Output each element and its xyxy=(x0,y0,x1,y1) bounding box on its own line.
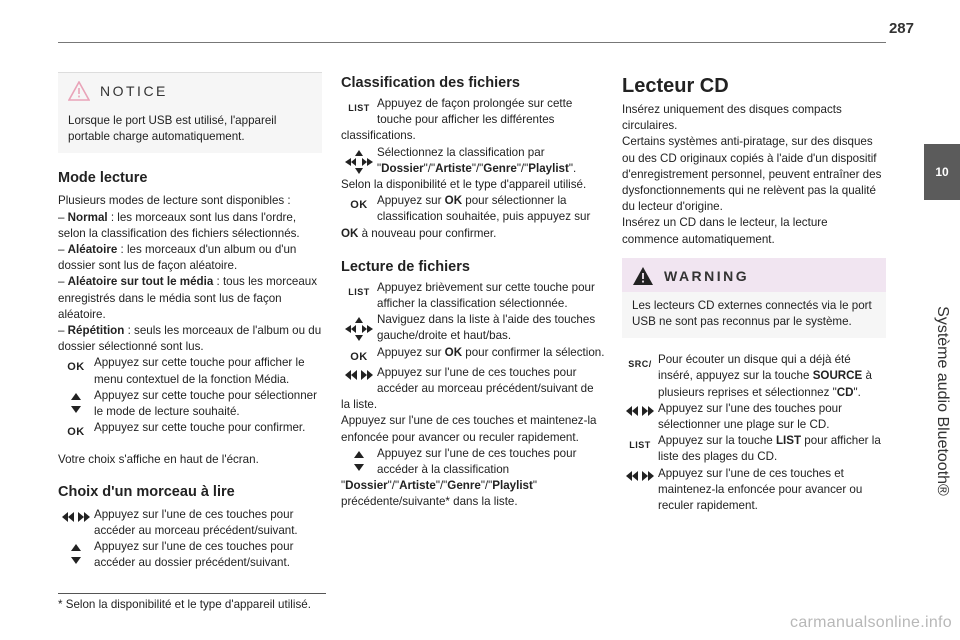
mode-desc: : seuls les morceaux de l'album ou du dossier sélectionné sont lus. xyxy=(58,324,322,354)
instruction-row xyxy=(341,312,605,344)
term-artiste: Artiste xyxy=(399,479,436,493)
text-part: ". xyxy=(853,385,861,399)
mode-term: Aléatoire xyxy=(67,243,118,257)
text-part: "/" xyxy=(435,479,448,493)
instruction-row xyxy=(341,96,605,128)
footnote-divider xyxy=(58,593,326,594)
instruction-text xyxy=(658,352,886,401)
mode-desc: : les morceaux d'un album ou d'un dossier sont lus de façon aléatoire. xyxy=(58,243,297,273)
text-part: "/" xyxy=(471,161,484,175)
term-genre: Genre xyxy=(447,479,481,493)
text-part: à nouveau pour confirmer. xyxy=(358,226,497,240)
mode-term: Répétition xyxy=(67,324,125,338)
mode-item: – Normal : les morceaux sont lus dans l'ordre, selon la classification des fichiers sélectionnés. xyxy=(58,210,300,240)
left-right-arrows-icon xyxy=(344,369,374,381)
text-part: pour confirmer la sélection. xyxy=(462,345,605,359)
text-part: ". xyxy=(568,161,577,175)
term-playlist: Playlist xyxy=(492,479,533,493)
term-dossier: Dossier xyxy=(345,479,388,493)
notice-box xyxy=(58,72,322,153)
instruction-text: Appuyez sur l'une de ces touches pour accéder au morceau précédent/suivant. xyxy=(94,507,298,537)
instruction-row xyxy=(622,401,886,433)
up-down-arrows-icon xyxy=(69,392,83,414)
lecture-heading: Lecture de fichiers xyxy=(341,258,470,275)
chapter-number-tab: 10 xyxy=(924,144,960,200)
list-word: LIST xyxy=(775,434,802,448)
instruction-text: Appuyez sur l'une des touches pour sélectionner une plage sur le CD. xyxy=(658,401,842,432)
ok-word: OK xyxy=(444,194,463,208)
left-right-arrows-icon xyxy=(625,405,655,417)
list-key-icon: LIST xyxy=(348,286,370,297)
instruction-text: Appuyez de façon prolongée sur cette touche pour afficher les différentes xyxy=(377,97,573,127)
instruction-text: Appuyez sur l'une de ces touches pour accéder au dossier précédent/suivant. xyxy=(94,540,294,570)
cd-para-1: Insérez uniquement des disques compacts circulaires. xyxy=(622,103,842,133)
up-down-arrows-icon xyxy=(352,450,366,472)
instruction-text: Appuyez sur cette touche pour confirmer. xyxy=(94,421,306,435)
instruction-text xyxy=(377,345,604,365)
cd-para-2: Certains systèmes anti-piratage, sur des disques ou des CD originaux copiés à l'aide d'un dispositif d'enregistrement personnel, peuvent entraîner des dysfonctionnements qui ne relèvent pas la qualité du lecteur d'origine. xyxy=(622,135,882,214)
instruction-row xyxy=(58,420,322,440)
text-part: "/" xyxy=(387,479,400,493)
text-part: "/" xyxy=(516,161,529,175)
instruction-text-cont: classifications. xyxy=(341,129,416,143)
src-label: SRC xyxy=(628,359,649,370)
notice-label: NOTICE xyxy=(100,82,168,99)
lecture-para: Appuyez sur l'une de ces touches et maintenez-la enfoncée pour avancer ou reculer rapidement. xyxy=(341,414,597,444)
text-part: Appuyez sur xyxy=(377,345,445,359)
chapter-title: Système audio Bluetooth® xyxy=(934,306,951,496)
instruction-row xyxy=(622,352,886,401)
ok-word: OK xyxy=(444,345,463,359)
instruction-row xyxy=(622,466,886,515)
text-part: pour sélectionner la classification souhaitée, puis appuyez sur xyxy=(377,194,591,224)
instruction-row xyxy=(341,446,605,478)
mode-item: – Aléatoire sur tout le média : tous les morceaux enregistrés dans le média sont lus de façon aléatoire. xyxy=(58,275,318,321)
instruction-text-cont: la liste. xyxy=(341,398,378,412)
instruction-text: Appuyez sur cette touche pour sélectionner le mode de lecture souhaité. xyxy=(94,388,317,419)
mode-term: Aléatoire sur tout le média xyxy=(67,275,214,289)
mode-lecture-intro: Plusieurs modes de lecture sont disponibles : xyxy=(58,194,291,208)
instruction-text-cont xyxy=(341,226,605,242)
instruction-text xyxy=(658,433,886,465)
ok-key-icon: OK xyxy=(67,361,85,374)
text-part: " précédente/suivante* dans la liste. xyxy=(341,479,537,509)
instruction-row xyxy=(58,388,322,420)
text-part: Appuyez sur xyxy=(377,194,445,208)
notice-header xyxy=(58,72,322,107)
instruction-text: Naviguez dans la liste à l'aide des touches gauche/droite et haut/bas. xyxy=(377,313,596,343)
mode-term: Normal xyxy=(67,210,108,224)
instruction-text: Appuyez sur l'une de ces touches pour accéder au morceau précédent/suivant de xyxy=(377,365,594,396)
choix-heading: Choix d'un morceau à lire xyxy=(58,483,235,500)
instruction-row xyxy=(58,539,322,571)
text-part: Appuyez sur la touche xyxy=(658,434,776,448)
text-part: Pour écouter un disque qui a déjà été inséré, appuyez sur la touche xyxy=(658,353,851,383)
mode-lecture-outro: Votre choix s'affiche en haut de l'écran. xyxy=(58,453,259,467)
mode-desc: : les morceaux sont lus dans l'ordre, selon la classification des fichiers sélectionnés. xyxy=(58,210,300,240)
up-down-arrows-icon xyxy=(69,543,83,565)
notice-body: Lorsque le port USB est utilisé, l'appareil portable charge automatiquement. xyxy=(58,107,322,153)
text-part: Sélectionnez la classification par " xyxy=(377,145,545,175)
chapter-title-tab xyxy=(924,206,960,596)
text-part: pour afficher la liste des plages du CD. xyxy=(658,434,881,464)
mode-item: – Répétition : seuls les morceaux de l'album ou du dossier sélectionné sont lus. xyxy=(58,324,322,354)
warning-body: Les lecteurs CD externes connectés via le port USB ne sont pas reconnus par le système. xyxy=(622,292,886,338)
cd-para-3: Insérez un CD dans le lecteur, la lecture commence automatiquement. xyxy=(622,216,828,246)
instruction-row xyxy=(622,433,886,465)
classification-heading: Classification des fichiers xyxy=(341,75,520,91)
four-way-arrows-icon xyxy=(344,316,374,342)
src-key-icon: SRC/ xyxy=(628,359,652,370)
instruction-text: Appuyez sur l'une de ces touches pour accéder à la classification xyxy=(377,446,577,477)
instruction-row xyxy=(341,280,605,312)
warning-label: WARNING xyxy=(664,267,750,284)
term-artiste: Artiste xyxy=(435,161,472,175)
mode-desc: : tous les morceaux enregistrés dans le média sont lus de façon aléatoire. xyxy=(58,275,318,321)
instruction-text xyxy=(377,193,605,225)
text-part: "/" xyxy=(480,479,493,493)
mode-item: – Aléatoire : les morceaux d'un album ou d'un dossier sont lus de façon aléatoire. xyxy=(58,243,297,273)
text-part: à plusieurs reprises et sélectionnez " xyxy=(658,369,872,399)
list-key-icon: LIST xyxy=(629,440,651,451)
source-word: SOURCE xyxy=(812,369,863,383)
instruction-row xyxy=(58,355,322,387)
warning-triangle-icon xyxy=(632,266,654,286)
mode-lecture-heading: Mode lecture xyxy=(58,170,148,187)
caution-triangle-icon xyxy=(68,81,90,101)
ok-word: OK xyxy=(341,226,359,240)
four-way-arrows-icon xyxy=(344,149,374,175)
instruction-row xyxy=(58,507,322,539)
left-column xyxy=(58,72,322,571)
warning-header xyxy=(622,258,886,292)
instruction-text: Appuyez brièvement sur cette touche pour afficher la classification sélectionnée. xyxy=(377,280,595,311)
list-key-icon: LIST xyxy=(348,103,370,113)
ok-key-icon: OK xyxy=(350,199,368,212)
left-right-arrows-icon xyxy=(625,470,655,482)
term-dossier: Dossier xyxy=(381,161,424,175)
instruction-text-cont: "Dossier"/"Artiste"/"Genre"/"Playlist" précédente/suivante* dans la liste. xyxy=(341,479,537,509)
ok-key-icon: OK xyxy=(350,350,368,363)
instruction-row xyxy=(341,193,605,225)
text-part: "/" xyxy=(423,161,436,175)
watermark: carmanualsonline.info xyxy=(790,614,952,631)
instruction-text: Appuyez sur l'une de ces touches et maintenez-la enfoncée pour avancer ou reculer rapidement. xyxy=(658,466,863,513)
term-playlist: Playlist xyxy=(528,161,569,175)
left-right-arrows-icon xyxy=(61,511,91,523)
footnote: * Selon la disponibilité et le type d'appareil utilisé. xyxy=(58,598,311,611)
header-divider xyxy=(58,42,886,43)
cd-word: CD xyxy=(836,385,854,399)
warning-box xyxy=(622,258,886,338)
page-number: 287 xyxy=(888,20,914,37)
instruction-text: Appuyez sur cette touche pour afficher le menu contextuel de la fonction Média. xyxy=(94,356,305,386)
lecteur-cd-heading: Lecteur CD xyxy=(622,75,729,97)
term-genre: Genre xyxy=(483,161,517,175)
classification-selon: Selon la disponibilité et le type d'appareil utilisé. xyxy=(341,178,587,192)
instruction-row xyxy=(341,345,605,365)
instruction-row xyxy=(341,145,605,177)
right-column xyxy=(622,74,886,514)
instruction-row xyxy=(341,365,605,397)
ok-key-icon: OK xyxy=(67,426,85,439)
middle-column xyxy=(341,74,605,511)
instruction-text xyxy=(377,145,605,177)
